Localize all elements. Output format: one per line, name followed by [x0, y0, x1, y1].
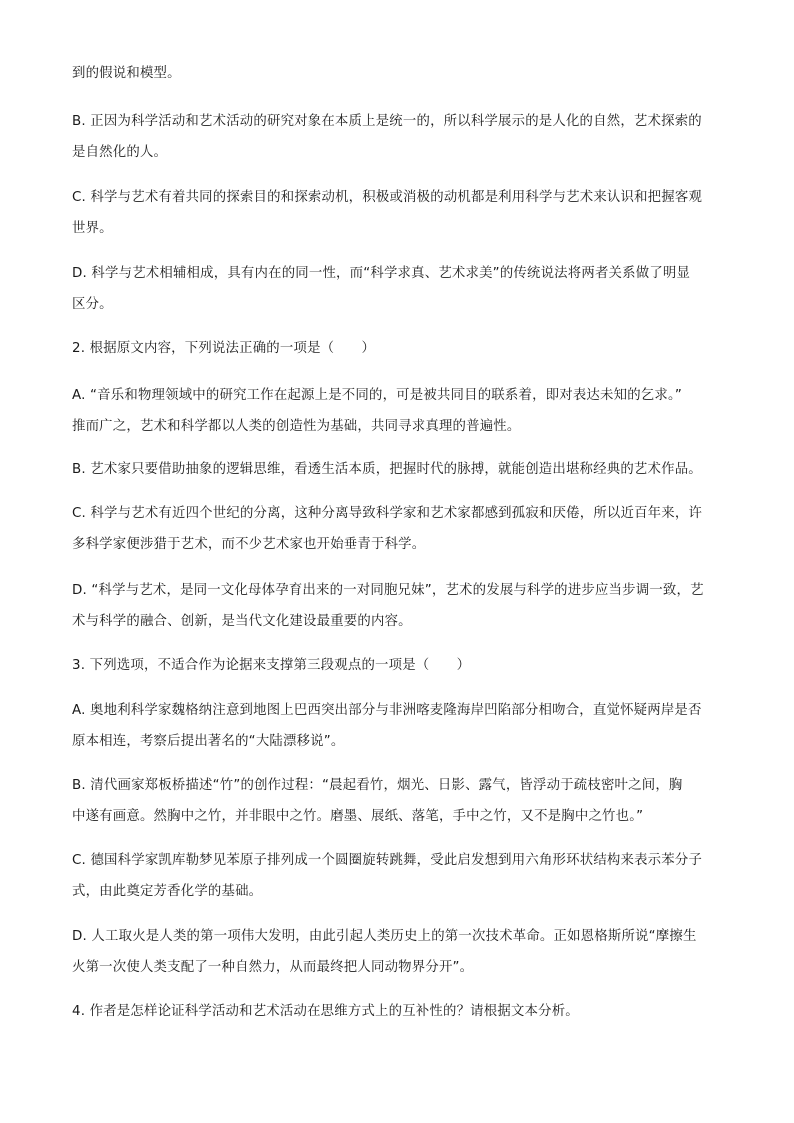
text-line: 火第一次使人类支配了一种自然力，从而最终把人同动物界分开”。 [72, 960, 474, 975]
text-line: C. 德国科学家凯库勒梦见苯原子排列成一个圆圈旋转跳舞，受此启发想到用六角形环状结构来表示苯分子 [72, 853, 703, 868]
text-line: C. 科学与艺术有着共同的探索目的和探索动机，积极或消极的动机都是利用科学与艺术来认识和把握客观 [72, 190, 703, 205]
q1-option-b [72, 106, 724, 168]
text-line: 式，由此奠定芳香化学的基础。 [72, 884, 263, 899]
text-line: D. 人工取火是人类的第一项伟大发明，由此引起人类历史上的第一次技术革命。正如恩格斯所说“摩擦生 [72, 929, 697, 944]
question-3-stem [72, 650, 724, 681]
text-line: 术与科学的融合、创新，是当代文化建设最重要的内容。 [72, 614, 412, 629]
q3-option-c [72, 845, 724, 907]
q2-option-c [72, 498, 724, 560]
q3-option-b [72, 770, 724, 832]
text-line: A. “音乐和物理领域中的研究工作在起源上是不同的，可是被共同目的联系着，即对表达未知的乞求。” [72, 388, 683, 403]
q1-option-d [72, 258, 724, 320]
text-line: 中遂有画意。然胸中之竹，并非眼中之竹。磨墨、展纸、落笔，手中之竹，又不是胸中之竹也。” [72, 809, 644, 824]
q2-option-a [72, 380, 724, 442]
text-line: D. 科学与艺术相辅相成，具有内在的同一性，而“科学求真、艺术求美”的传统说法将两者关系做了明显 [72, 266, 691, 281]
text-line: B. 艺术家只要借助抽象的逻辑思维，看透生活本质，把握时代的脉搏，就能创造出堪称经典的艺术作品。 [72, 462, 702, 477]
text-line: C. 科学与艺术有近四个世纪的分离，这种分离导致科学家和艺术家都感到孤寂和厌倦，所以近百年来，许 [72, 506, 703, 521]
text-line: 原本相连，考察后提出著名的“大陆漂移说”。 [72, 734, 345, 749]
q1-option-c [72, 182, 724, 244]
text-line: D. “科学与艺术，是同一文化母体孕育出来的一对同胞兄妹”，艺术的发展与科学的进步应当步调一致，艺 [72, 583, 704, 598]
text-line: 区分。 [72, 297, 113, 312]
q3-option-a [72, 695, 724, 757]
text-line: 是自然化的人。 [72, 145, 168, 160]
text-line: 推而广之，艺术和科学都以人类的创造性为基础，共同寻求真理的普遍性。 [72, 419, 521, 434]
text-line: B. 正因为科学活动和艺术活动的研究对象在本质上是统一的，所以科学展示的是人化的自然，艺术探索的 [72, 114, 702, 129]
q2-option-d [72, 575, 724, 637]
text-line: B. 清代画家郑板桥描述“竹”的创作过程：“晨起看竹，烟光、日影、露气，皆浮动于疏枝密叶之间，胸 [72, 778, 683, 793]
question-2-stem [72, 333, 724, 364]
q3-option-d [72, 921, 724, 983]
text-line: 到的假说和模型。 [72, 66, 181, 81]
text-line: 3. 下列选项，不适合作为论据来支撑第三段观点的一项是（ ） [72, 658, 471, 673]
text-line: 世界。 [72, 221, 113, 236]
question-4-stem [72, 996, 724, 1027]
text-line: 多科学家便涉猎于艺术，而不少艺术家也开始垂青于科学。 [72, 537, 426, 552]
q2-option-b [72, 454, 724, 485]
text-line: A. 奥地利科学家魏格纳注意到地图上巴西突出部分与非洲喀麦隆海岸凹陷部分相吻合，直觉怀疑两岸是否 [72, 703, 702, 718]
text-line: 4. 作者是怎样论证科学活动和艺术活动在思维方式上的互补性的？请根据文本分析。 [72, 1004, 579, 1019]
text-line: 2. 根据原文内容，下列说法正确的一项是（ ） [72, 341, 376, 356]
paragraph-continuation [72, 58, 724, 89]
